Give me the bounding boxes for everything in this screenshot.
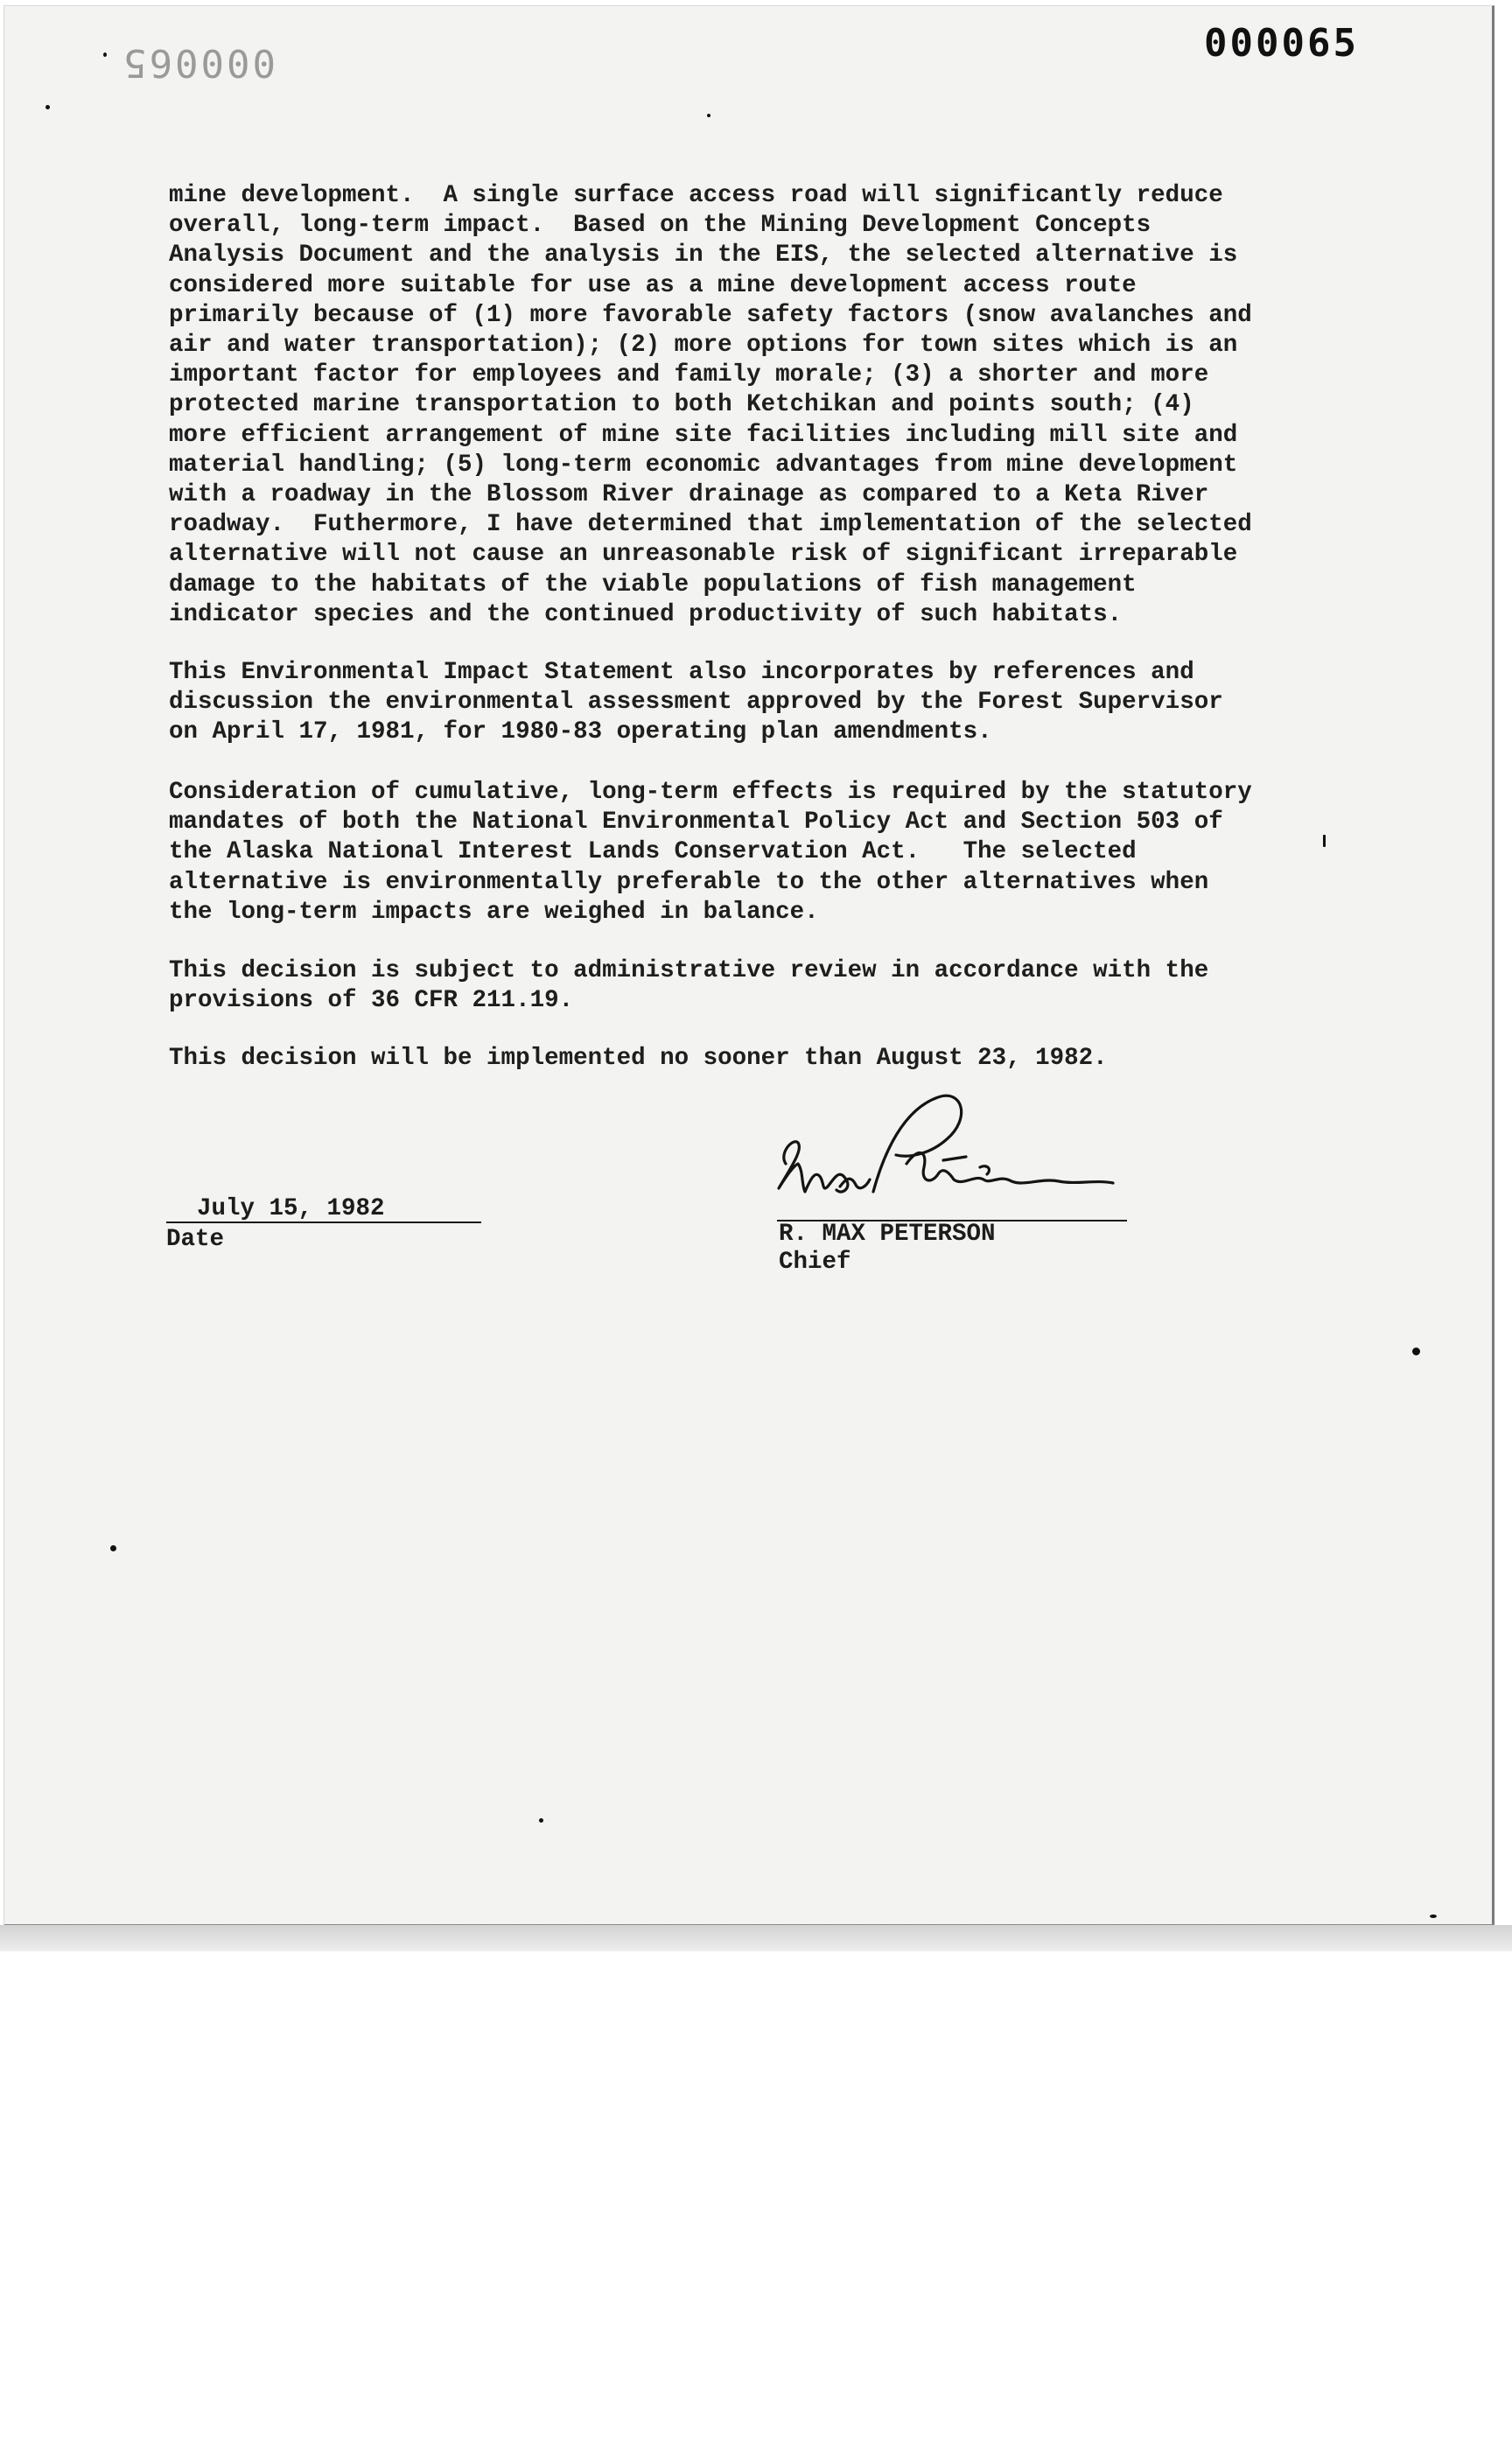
paragraph-implementation-date: This decision will be implemented no sooner than August 23, 1982. [169, 1045, 1108, 1072]
scan-speck [1323, 835, 1326, 847]
paragraph-eis-incorporation: This Environmental Impact Statement also incorporates by references and discussion the environmental assessment approved by the Forest Supervisor on April 17, 1981, for 1980-83 operating plan amendments. [169, 659, 1223, 746]
scan-edge [0, 1925, 1512, 1951]
paragraph-administrative-review: This decision is subject to administrative review in accordance with the provisions of 36 CFR 211.19. [169, 957, 1209, 1015]
signer-title: Chief [779, 1249, 851, 1276]
document-number: 000065 [1204, 21, 1359, 66]
paragraph-selection-rationale: mine development. A single surface access road will significantly reduce overall, long-term impact. Based on the Mining Development Concepts Analysis Document and the analysis in the EIS, the selected alternative is considered more suitable for use as a mine development access route primarily because of (1) more favorable safety factors (snow avalanches and air and water transportation); (2) more options for town sites which is an important factor for employees and family morale; (3) a shorter and more protected marine transportation to both Ketchikan and points south; (4) more efficient arrangement of mine site facilities including mill site and material handling; (5) long-term economic advantages from mine development with a roadway in the Blossom River drainage as compared to a Keta River roadway. Futhermore, I have determined that implementation of the selected alternative will not cause an unreasonable risk of significant irreparable damage to the habitats of the viable populations of fish management indicator species and the continued productivity of such habitats. [169, 182, 1252, 628]
signer-name: R. MAX PETERSON [779, 1221, 996, 1248]
scan-speck [707, 114, 710, 117]
scan-speck [1412, 1348, 1420, 1355]
mirrored-document-number: 000065 [121, 40, 276, 85]
scan-speck [46, 105, 50, 109]
date-label: Date [166, 1226, 225, 1253]
scan-speck [1430, 1914, 1437, 1918]
paragraph-cumulative-effects: Consideration of cumulative, long-term effects is required by the statutory mandates of both the National Environmental Policy Act and Section 503 of the Alaska National Interest Lands Conservation Act. The selected alternative is environmentally preferable to the other alternatives when the long-term impacts are weighed in balance. [169, 779, 1252, 926]
scan-speck [103, 52, 107, 57]
date-rule [166, 1222, 481, 1223]
scan-speck [539, 1818, 543, 1823]
handwritten-signature [752, 1083, 1129, 1232]
scan-speck [110, 1545, 116, 1551]
date-value: July 15, 1982 [197, 1195, 385, 1222]
